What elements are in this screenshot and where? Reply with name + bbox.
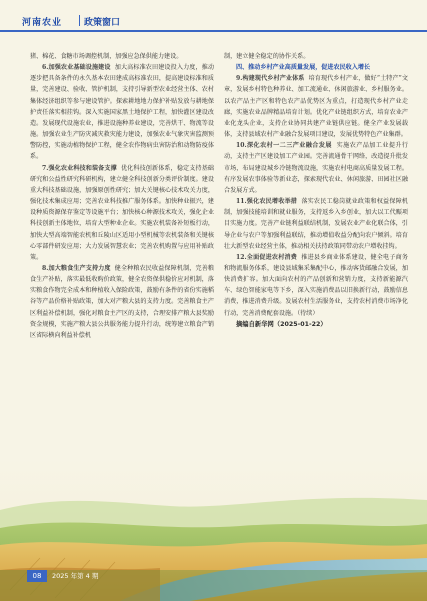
left-column	[30, 51, 214, 341]
paragraph	[224, 196, 408, 252]
paragraph-body: 培育现代乡村产业，做好“土特产”文章，发展乡村特色种养业、加工流通业、休闲旅游业、乡村服务业。以农产品主产区和特色农产品优势区为重点，打造现代乡村产业走廊，实施农业品牌精品培育计划。优化产业链组织方式，培育农业产业化龙头企业，支持企业协同共建产业链供应链。健全产业发展载体，支持县域农村产业融合发展项目建设，发展优势特色产业集群。	[224, 75, 408, 139]
page-header	[0, 0, 427, 46]
header-rule	[0, 30, 427, 32]
paragraph-body: 实施农产品加工业提升行动，支持主产区建设加工产业园。完善流通骨干网络，改造提升批发市场，布局建设城乡冷链物流设施，实施农村电商高质量发展工程。有序发展农事体验等新业态，探索现代农业、休闲旅游、田园社区融合发展方式。	[224, 142, 409, 194]
magazine-logo: 河南农业	[22, 18, 63, 28]
header-divider	[79, 15, 80, 26]
paragraph-lead: 8.加大粮食生产支持力度	[42, 264, 111, 272]
page-number: 08	[27, 570, 47, 582]
paragraph-lead: 7.强化农业科技和装备支撑	[42, 164, 117, 172]
source-credit: 摘编自新华网（2025-01-22）	[236, 320, 327, 328]
section-title: 政策窗口	[84, 18, 121, 28]
paragraph-body: 推进县乡商业体系建设，健全电子商务和物流服务体系，建设县域集采集配中心，推动客货邮融合发展，加快消费扩容。加大面向农村的产品创新和营销力度，支持新能源汽车、绿色智能家电等下乡，深入实施消费品以旧换新行动，鼓励信息消费，推进消费升级。发展农村生活服务业，支持农村消费市场净化行动，完善消费配套设施。（待续）	[224, 253, 409, 317]
paragraph: 猪、棉花、食糖市场调控机制，加强应急保供能力建设。	[30, 53, 183, 60]
paragraph	[30, 263, 214, 341]
paragraph	[224, 252, 408, 319]
paragraph-lead: 6.加强农业基础设施建设	[42, 64, 111, 72]
issue-label: 2025 年第 4 期	[52, 572, 99, 580]
page-footer	[0, 570, 427, 584]
paragraph-lead: 10.深化农村一二三产业融合发展	[236, 142, 332, 150]
right-column	[224, 51, 408, 330]
paragraph-body: 加大高标准农田建设投入力度，推动逐步把具备条件的永久基本农田建成高标准农田，提高建设标准和质量，完善建设、验收、管护机制，支持引导新型农业经营主体、农村集体经济组织等参与建设管护。探索耕地地力保护补贴发放与耕地保护责任落实相挂钩。深入实施国家黑土地保护工程，加快灌区建设改造。发展现代设施农业，推进设施种养业建设，完善烘干、物流等设施。加强农业生产防灾减灾救灾能力建设，加强农业气象灾害监测预警防控，实施动植物保护工程，健全农作物病虫害防治和动物防疫体系。	[30, 64, 215, 161]
paragraph-body: 健全种粮农民收益保障机制，完善粮食生产补贴，落实最低收购价政策，健全农资保供稳价应对机制，落实粮食作物完全成本和种植收入保险政策，鼓励有条件的省份实施稻谷等产品价格补贴政策，加大对产粮大县的支持力度。完善粮食主产区利益补偿机制，强化对粮食主产区的支持，合理安排产粮大县奖励资金规模，实施产粮大县公共服务能力提升行动，统筹建立粮食产销区省际横向利益补偿机	[30, 264, 215, 339]
paragraph-lead: 11.强化农民增收举措	[236, 198, 298, 206]
paragraph	[224, 73, 408, 140]
paragraph-lead: 9.构建现代乡村产业体系	[236, 75, 305, 83]
paragraph-lead: 12.全面促进农村消费	[236, 253, 298, 261]
paragraph	[30, 163, 214, 263]
paragraph	[224, 140, 408, 196]
section-heading: 四、推动乡村产业高质量发展，促进农民收入增长	[236, 64, 371, 72]
paragraph: 制，建立健全稳定的协作关系。	[224, 53, 310, 60]
paragraph	[30, 62, 214, 162]
paragraph-body: 优化科技创新体系，稳定支持基础研究和公益性研究科研机构，建立健全科技创新分类评价制度。建设重大科技基础设施，加强原创性研究；加大关键核心技术攻关力度，强化技术集成应用；完善农业科技推广服务体系。加快种业振兴，建设种质资源保存鉴定等设施平台；加快核心种源技术攻关，强化企业科技创新主体地位，培育大型种业企业。实施农机装备补短板行动，加快大型高端智能农机和丘陵山区适用小型机械等农机装备和关键核心零部件研发应用；大力发展智慧农业；完善农机购置与应用补贴政策。	[30, 164, 214, 261]
paragraph-body: 落实农民工稳岗就业政策和权益保障机制，加强技能培训和就业服务，支持返乡入乡创业，加大以工代赈项目实施力度。完善产业链利益联结机制，发展农业产业化联合体，引导企业与农户等加强利益联结，推动增值收益分配向农户倾斜。培育壮大新型农业经营主体，推动相关扶持政策同带动农户增收挂钩。	[224, 198, 409, 250]
